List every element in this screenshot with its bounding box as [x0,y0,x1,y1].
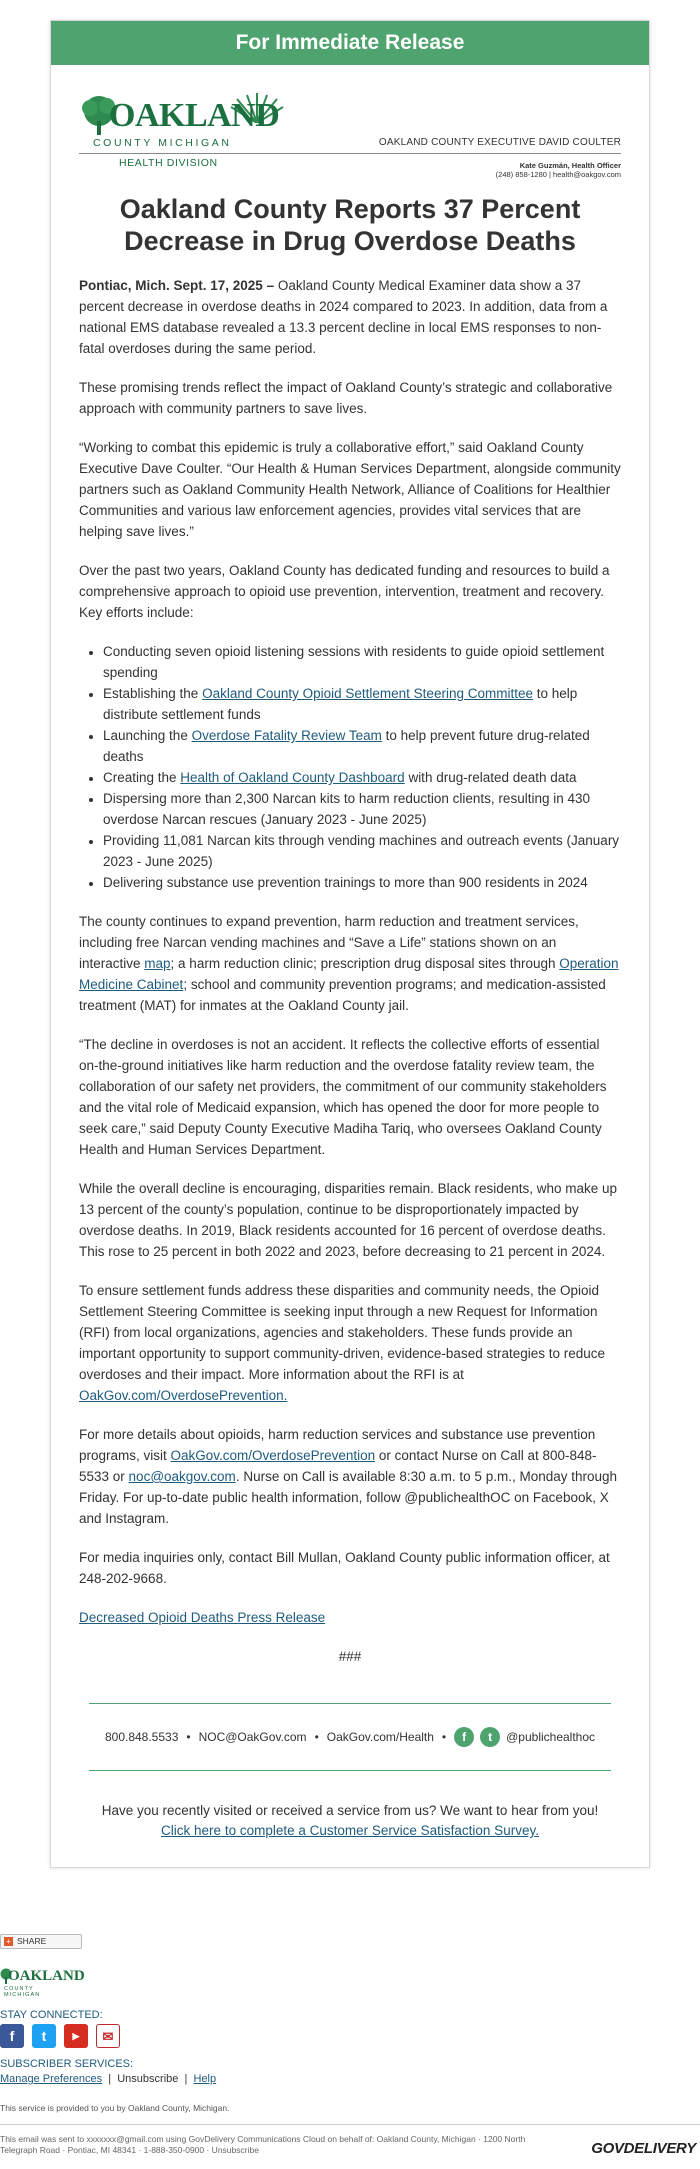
contact-site: OakGov.com/Health [326,1730,434,1744]
email-container [50,20,650,1868]
paragraph: To ensure settlement funds address these disparities and community needs, the Opioid Settlement Steering Committee is seeking input through a new Request for Information (RFI) from local organizations, agencies and stakeholders. These funds provide an important opportunity to support community-driven, evidence-based strategies to reduce overdoses and their impact. More information about the RFI is at OakGov.com/OverdosePrevention. [79,1283,606,1403]
list-item: • Launching the Overdose Fatality Review Team to help prevent future drug-related deaths [103,725,621,767]
separator: | [184,2073,188,2085]
social-icons [0,2024,120,2048]
executive-name: OAKLAND COUNTY EXECUTIVE DAVID COULTER [378,137,621,148]
paragraph: The county continues to expand prevention, harm reduction and treatment services, including free Narcan vending machines and “Save a Life” stations shown on an interactive map; a harm reduction clinic; prescription drug disposal sites through Operation Medicine Cabinet; school and community prevention programs; and medication-assisted treatment (MAT) for inmates at the Oakland County jail. [79,914,619,1013]
press-release-link[interactable]: Decreased Opioid Deaths Press Release [79,1610,326,1625]
share-button[interactable]: + SHARE [0,1934,82,1949]
separator: • [441,1730,447,1744]
overdose-prevention-link[interactable]: OakGov.com/OverdosePrevention. [79,1388,288,1403]
unsubscribe-link[interactable]: Unsubscribe [117,2073,179,2085]
separator: | [108,2073,112,2085]
paragraph: “Working to combat this epidemic is truly a collaborative effort,” said Oakland County Executive Dave Coulter. “Our Health & Human Services Department, alongside community partners such as Oakland Community Health Network, Alliance of Coalitions for Healthier Communities and various law enforcement agencies, provides vital services that are helping save lives.” [79,440,621,539]
letterhead [79,65,621,183]
survey-link[interactable]: Click here to complete a Customer Service Satisfaction Survey. [161,1823,539,1838]
health-dashboard-link[interactable]: Health of Oakland County Dashboard [180,770,405,785]
twitter-icon[interactable]: t [32,2024,56,2048]
paragraph: “The decline in overdoses is not an accident. It reflects the collective efforts of essential on-the-ground initiatives like harm reduction and the overdose fatality review team, the collaboration of our safety net providers, the commitment of our community stakeholders and the vital role of Medicaid expansion, which has opened the door for more people to seek care,” said Deputy County Executive Madiha Tariq, who oversees Oakland County Health and Human Services Department. [79,1037,607,1157]
health-officer-info [496,161,621,179]
paragraph: While the overall decline is encouraging, disparities remain. Black residents, who make up 13 percent of the county’s population, continue to be disproportionately impacted by overdose deaths. In 2019, Black residents accounted for 16 percent of overdose deaths. This rose to 25 percent in both 2022 and 2023, before decreasing to 21 percent in 2024. [79,1181,618,1259]
survey-section [51,1801,649,1841]
overdose-prevention-link-2[interactable]: OakGov.com/OverdosePrevention [170,1448,376,1463]
headline: Oakland County Reports 37 Percent Decrease in Drug Overdose Deaths [119,194,581,256]
logo-subtitle: COUNTY MICHIGAN [93,137,232,149]
officer-name: Kate Guzmán, Health Officer [519,161,621,170]
youtube-icon[interactable]: ▶ [64,2024,88,2048]
subscriber-links [0,2073,216,2085]
list-item: • Establishing the Oakland County Opioid Settlement Steering Committee to help distribute settlement funds [103,683,621,725]
letterhead-divider [79,153,621,154]
paragraph: These promising trends reflect the impact of Oakland County’s strategic and collaborative approach with community partners to save lives. [79,380,613,416]
footer-logo-wordmark: OAKLAND [8,1968,85,1984]
list-item: • Delivering substance use prevention trainings to more than 900 residents in 2024 [103,872,621,893]
social-handle: @publichealthoc [506,1730,596,1744]
paragraph: For more details about opioids, harm reduction services and substance use prevention programs, visit OakGov.com/OverdosePrevention or contact Nurse on Call at 800-848-5533 or noc@oakgov.com. Nurse on Call is available 8:30 a.m. to 5 p.m., Monday through Friday. For up-to-date public health information, follow @publichealthOC on Facebook, X and Instagram. [79,1427,618,1526]
separator: • [314,1730,319,1744]
oakland-county-logo [79,93,289,173]
list-item: • Dispersing more than 2,300 Narcan kits to harm reduction clients, resulting in 430 overdose Narcan rescues (January 2023 - June 2025) [103,788,621,830]
press-release-body [51,275,649,1667]
map-link[interactable]: map [144,956,171,971]
manage-preferences-link[interactable]: Manage Preferences [0,2073,103,2085]
survey-question: Have you recently visited or received a service from us? We want to hear from you! [101,1803,599,1818]
provided-by-text: This service is provided to you by Oakland County, Michigan. [0,2103,230,2113]
paragraph [79,1607,621,1628]
footer-logo-subtitle: COUNTY MICHIGAN [4,1986,41,1998]
fatality-review-team-link[interactable]: Overdose Fatality Review Team [191,728,382,743]
division-name: HEALTH DIVISION [119,157,218,169]
release-banner: For Immediate Release [51,21,649,65]
officer-contact: (248) 858-1280 | health@oakgov.com [495,170,621,179]
list-item: • Creating the Health of Oakland County Dashboard with drug-related death data [103,767,621,788]
list-item: • Conducting seven opioid listening sessions with residents to guide opioid settlement spending [103,641,621,683]
paragraph: For media inquiries only, contact Bill Mullan, Oakland County public information officer, at 248-202-9668. [79,1550,610,1586]
list-item: • Providing 11,081 Narcan kits through vending machines and outreach events (January 2023 - June 2025) [103,830,621,872]
footer-divider [0,2124,700,2125]
steering-committee-link[interactable]: Oakland County Opioid Settlement Steering Committee [202,686,533,701]
noc-email-link[interactable]: noc@oakgov.com [128,1469,236,1484]
contact-phone: 800.848.5533 [104,1730,179,1744]
paragraph: Over the past two years, Oakland County has dedicated funding and resources to build a comprehensive approach to opioid use prevention, intervention, treatment and recovery. Key efforts include: [79,563,610,620]
facebook-icon[interactable]: f [0,2024,24,2048]
stay-connected-label: STAY CONNECTED: [0,2009,103,2021]
plus-icon: + [4,1937,13,1946]
footer-logo [0,1966,85,2000]
contact-email: NOC@OakGov.com [198,1730,307,1744]
subscriber-services-label: SUBSCRIBER SERVICES: [0,2058,134,2070]
twitter-icon[interactable]: t [480,1727,500,1747]
help-link[interactable]: Help [193,2073,217,2085]
key-efforts-list [103,641,621,893]
end-marker: ### [338,1649,362,1664]
email-icon[interactable]: ✉ [96,2024,120,2048]
separator: • [186,1730,191,1744]
dateline: Pontiac, Mich. Sept. 17, 2025 – [79,278,275,293]
contact-bar [89,1703,611,1771]
operation-medicine-cabinet-link[interactable]: Operation Medicine Cabinet [79,956,619,992]
paragraph-lead [79,275,621,359]
footer-address: This email was sent to xxxxxxx@gmail.com using GovDelivery Communications Cloud on behalf of: Oakland County, Michigan · 1200 North Telegraph Road · Pontiac, MI 48341 · 1-888-350-0900 · Unsubscribe [0,2134,526,2155]
logo-wordmark: OAKLAND [109,97,280,134]
facebook-icon[interactable]: f [454,1727,474,1747]
govdelivery-logo: GOVDELIVERY [591,2140,696,2157]
lead-text: Oakland County Medical Examiner data show a 37 percent decrease in overdose deaths in 2024 compared to 2023. In addition, data from a national EMS database revealed a 13.3 percent decline in local EMS responses to non-fatal overdoses during the same period. [79,278,608,356]
